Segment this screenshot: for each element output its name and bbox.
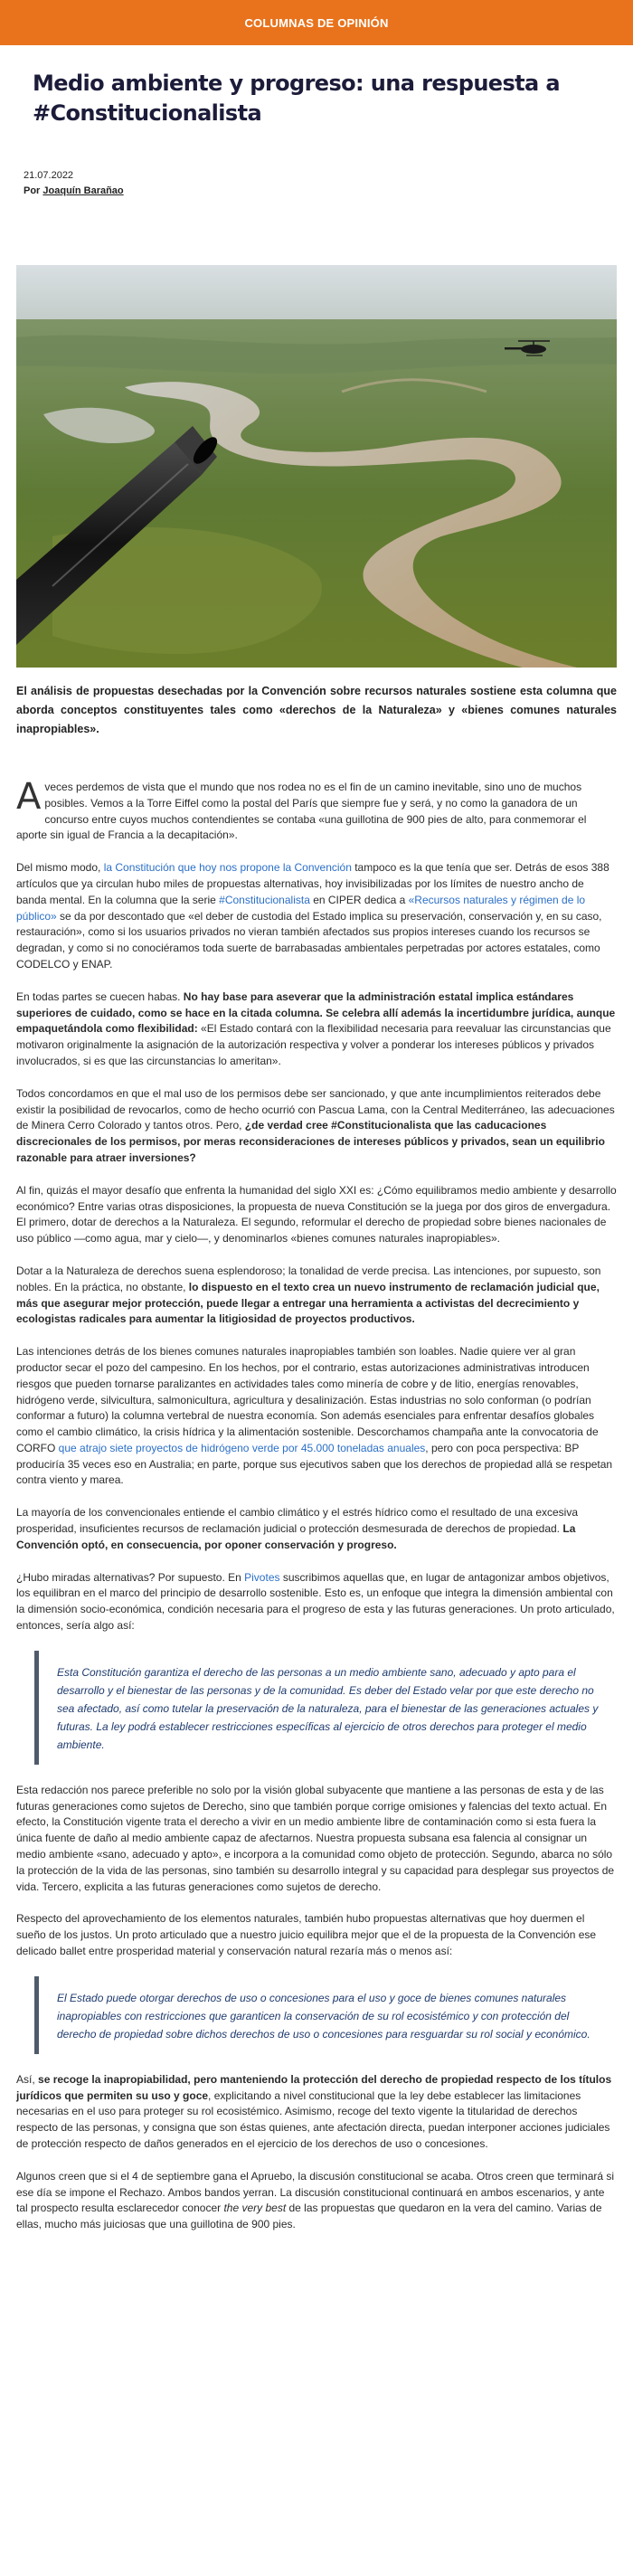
hero-image [16,265,617,668]
paragraph-5: Al fin, quizás el mayor desafío que enfrenta la humanidad del siglo XXI es: ¿Cómo equilibramos medio ambiente y desarrollo económico? Entre varias otras disposiciones, la propuesta de nueva Constitución se la juega por dos giros de envergadura. El primero, dotar de derechos a la Naturaleza. El segundo, reformular el derecho de propiedad sobre bienes nacionales de uso público —como agua, mar y cielo—, y denominarlos «bienes comunes naturales inapropiables». [16,1183,617,1245]
aerial-river-photo-icon [16,265,617,668]
paragraph-8 [16,1505,617,1553]
p8-text-1: La mayoría de los convencionales entiende el cambio climático y el estrés hídrico como el resultado de una excesiva prosperidad, insuficientes recursos de reclamación judicial o protección desmesurada de derechos de propiedad. [16,1506,578,1536]
paragraph-3 [16,990,617,1070]
paragraph-6 [16,1264,617,1328]
p13-text-2: de las propuestas que quedaron en la vera del camino. Varias de ellas, mucho más juiciosas que una guillotina de 900 pies. [16,2202,602,2231]
paragraph-2 [16,860,617,973]
paragraph-12 [16,2072,617,2153]
blockquote-2-text: El Estado puede otorgar derechos de uso o concesiones para el uso y goce de bienes comunes naturales inapropiables con restricciones que garanticen la conservación de su rol ecosistémico y con protección del derecho de propiedad sobre dichos derechos de uso o concesiones para resguardar su rol social y económico. [57,1991,590,2041]
p3-text-1: En todas partes se cuecen habas. [16,990,184,1003]
link-constitucionalista[interactable]: #Constitucionalista [219,893,310,906]
paragraph-1-text: veces perdemos de vista que el mundo que nos rodea no es el fin de un camino inevitable, sino uno de muchos posibles. Vemos a la Torre Eiffel como la postal del París que siempre fue y será, y no como la ganadora de un concurso entre cuyos muchos contendientes se contaba «una guillotina de 900 pies de alto, para conmemorar el aporte sin igual de Francia a la decapitación». [16,781,587,842]
p9-text-1: ¿Hubo miradas alternativas? Por supuesto. En [16,1570,245,1584]
p13-text-1: Algunos creen que si el 4 de septiembre gana el Apruebo, la discusión constitucional se acaba. Otros creen que terminará si ese día se impone el Rechazo. Ambos bandos yerran. La discusión constitucional continuará en ambos escenarios, y ante tal prospecto resulta esclarecedor conocer [16,2169,615,2215]
author-link[interactable]: Joaquín Barañao [43,185,124,196]
paragraph-7 [16,1344,617,1489]
p8-bold-1: La Convención optó, en consecuencia, por oponer conservación y progreso. [16,1522,576,1551]
blockquote-2 [34,1976,617,2054]
link-hidrogeno-verde[interactable]: que atrajo siete proyectos de hidrógeno verde por 45.000 toneladas anuales [58,1441,426,1454]
article-meta [16,168,617,199]
byline [24,184,617,199]
blockquote-1-text: Esta Constitución garantiza el derecho de las personas a un medio ambiente sano, adecuado y apto para el desarrollo y el bienestar de las personas y de la comunidad. Es deber del Estado velar por que este derecho no sea afectado, así como tutelar la preservación de la naturaleza, para el bienestar de las generaciones actuales y futuras. La ley podrá establecer restricciones específicas al ejercicio de otros derechos para proteger el medio ambiente. [57,1665,599,1751]
p12-text-2: , explicitando a nivel constitucional que la ley debe establecer las limitaciones necesarias en el uso para proteger su rol ecosistémico. Asimismo, recoge del texto vigente la titularidad de derechos respecto de las personas, y consigna que son éstas quienes, ante afectación directa, puedan interponer acciones judiciales de protección respecto de daños generados en el ejercicio de los derechos de uso o concesiones. [16,2088,610,2151]
article-body [16,776,617,2233]
paragraph-4 [16,1086,617,1167]
paragraph-9 [16,1570,617,1634]
p4-bold-1: ¿de verdad cree #Constitucionalista que las caducaciones discrecionales de los permisos, por meras reconsideraciones de intereses públicos y privados, sean un equilibrio razonable para atraer inversiones? [16,1119,605,1164]
blockquote-1 [34,1651,617,1765]
p13-italic-1: the very best [223,2202,287,2215]
link-constitucion[interactable]: la Constitución que hoy nos propone la Convención [103,861,352,875]
p12-bold-1: se recoge la inapropiabilidad, pero manteniendo la protección del derecho de propiedad respecto de los títulos jurídicos que permiten su uso y goce [16,2072,612,2102]
article-lead: El análisis de propuestas desechadas por la Convención sobre recursos naturales sostiene esta columna que aborda conceptos constituyentes tales como «derechos de la Naturaleza» y «bienes comunes naturales inapropiables». [16,685,617,735]
paragraph-13 [16,2169,617,2233]
section-header-bar [0,0,633,45]
drop-cap: A [16,776,42,818]
byline-prefix: Por [24,185,43,196]
p6-text-1: Dotar a la Naturaleza de derechos suena esplendoroso; la tonalidad de verde precisa. Las intenciones, por supuesto, son nobles. En la práctica, no obstante, [16,1264,601,1293]
p6-bold-1: lo dispuesto en el texto crea un nuevo instrumento de reclamación judicial que, más que asegurar mejor protección, puede llegar a entregar una herramienta a activistas del decrecimiento y ecologistas radicales para aumentar la litigiosidad de proyectos productivos. [16,1280,600,1326]
article-date: 21.07.2022 [24,170,74,181]
section-label: COLUMNAS DE OPINIÓN [244,15,389,30]
p12-text-1: Así, [16,2072,39,2086]
p2-text-3: en CIPER dedica a [309,893,409,906]
article-title: Medio ambiente y progreso: una respuesta a #Constitucionalista [33,71,560,126]
p2-text-2: tampoco es la que tenía que ser. Detrás de esos 388 artículos que ya circulan hubo miles de propuestas alternativas, hoy invisibilizadas por los límites de nuestro ancho de banda mental. En la columna que la serie [16,861,609,906]
article [0,69,633,2233]
paragraph-1 [16,776,617,844]
p7-text-1: Las intenciones detrás de los bienes comunes naturales inapropiables también son loables. Nadie quiere ver al gran productor secar el pozo del campesino. En los hechos, por el contrario, estas autorizaciones administrativas introducen riesgos que pueden tornarse paralizantes en actividades tales como minería de cobre y de litio, energías renovables, hidrógeno verde, silvicultura, salmonicultura, agricultura y desalinización. Estas industrias no solo conforman (o podrían conformar a futuro) la columna vertebral de nuestra economía. Son además esenciales para enfrentar desafíos globales como el cambio climático, la crisis hídrica y la alimentación sostenible. Descorchamos champaña ante la convocatoria de CORFO [16,1345,599,1454]
paragraph-11: Respecto del aprovechamiento de los elementos naturales, también hubo propuestas alternativas que hoy duermen el sueño de los justos. Un proto articulado que a nuestro juicio equilibra mejor que el de la propuesta de la Convención ese delicado ballet entre prosperidad material y conservación natural rezaría más o menos así: [16,1912,597,1958]
p2-text-1: Del mismo modo, [16,861,104,875]
link-recursos-naturales[interactable]: «Recursos naturales y régimen de lo público» [16,893,586,923]
p4-text-1: Todos concordamos en que el mal uso de los permisos debe ser sancionado, y que ante incumplimientos reiterados debe existir la posibilidad de revocarlos, como de hecho ocurrió con Pascua Lama, con la Central Mediterráneo, las adecuaciones de Minera Cerro Colorado y tantos otros. Pero, [16,1086,615,1132]
p7-text-2: , pero con poca perspectiva: BP produciría 35 veces eso en Australia; en parte, porque sus ejecutivos saben que los derechos de propiedad allá se respetan contra viento y marea. [16,1441,613,1487]
paragraph-10: Esta redacción nos parece preferible no solo por la visión global subyacente que mantiene a las personas de esta y de las futuras generaciones como sujetos de Derecho, sino que también porque corrige omisiones y falencias del texto actual. En efecto, la Constitución vigente trata el derecho a vivir en un medio ambiente libre de contaminación como si esta fuera la única fuente de daño al medio ambiente capaz de afectarnos. Nuestra propuesta subsana esa falencia al consignar un medio ambiente «sano, adecuado y apto», e incorpora a la comunidad como objeto de protección. Segundo, abarca no sólo la protección de la vida de las personas, sino también su desarrollo integral y su capacidad para desplegar sus proyectos de vida. Tercero, explicita a las futuras generaciones como sujetos de derecho. [16,1783,615,1893]
link-pivotes[interactable]: Pivotes [244,1570,280,1584]
p3-bold-1: No hay base para aseverar que la administración estatal implica estándares superiores de cuidado, como se hace en la citada columna. Se celebra allí además la incertidumbre jurídica, aunque empaquetándola como flexibilidad: [16,990,616,1036]
p9-text-2: suscribimos aquellas que, en lugar de antagonizar ambos objetivos, los equilibran en el marco del principio de desarrollo sostenible. Esto es, un enfoque que integra la dimensión ambiental con la dimensión socio-económica, condición necesaria para el progreso de esta y las futuras generaciones. Un proto articulado, entonces, sería algo así: [16,1570,615,1633]
p3-text-2: «El Estado contará con la flexibilidad necesaria para reevaluar las circunstancias que motivaron originalmente la asignación de la autorización respectiva y volver a ponderar los intereses públicos y privados involucrados, si es que las circunstancias lo ameritan». [16,1022,611,1067]
p2-text-4: se da por descontado que «el deber de custodia del Estado implica su preservación, conservación y, en su caso, restauración», como si los usuarios privados no vieran también afectados sus propios intereses cuando los recursos se degradan, y como si no conociéramos toda suerte de barrabasadas ambientales perpetradas por actores estatales, como CODELCO y ENAP. [16,909,602,971]
